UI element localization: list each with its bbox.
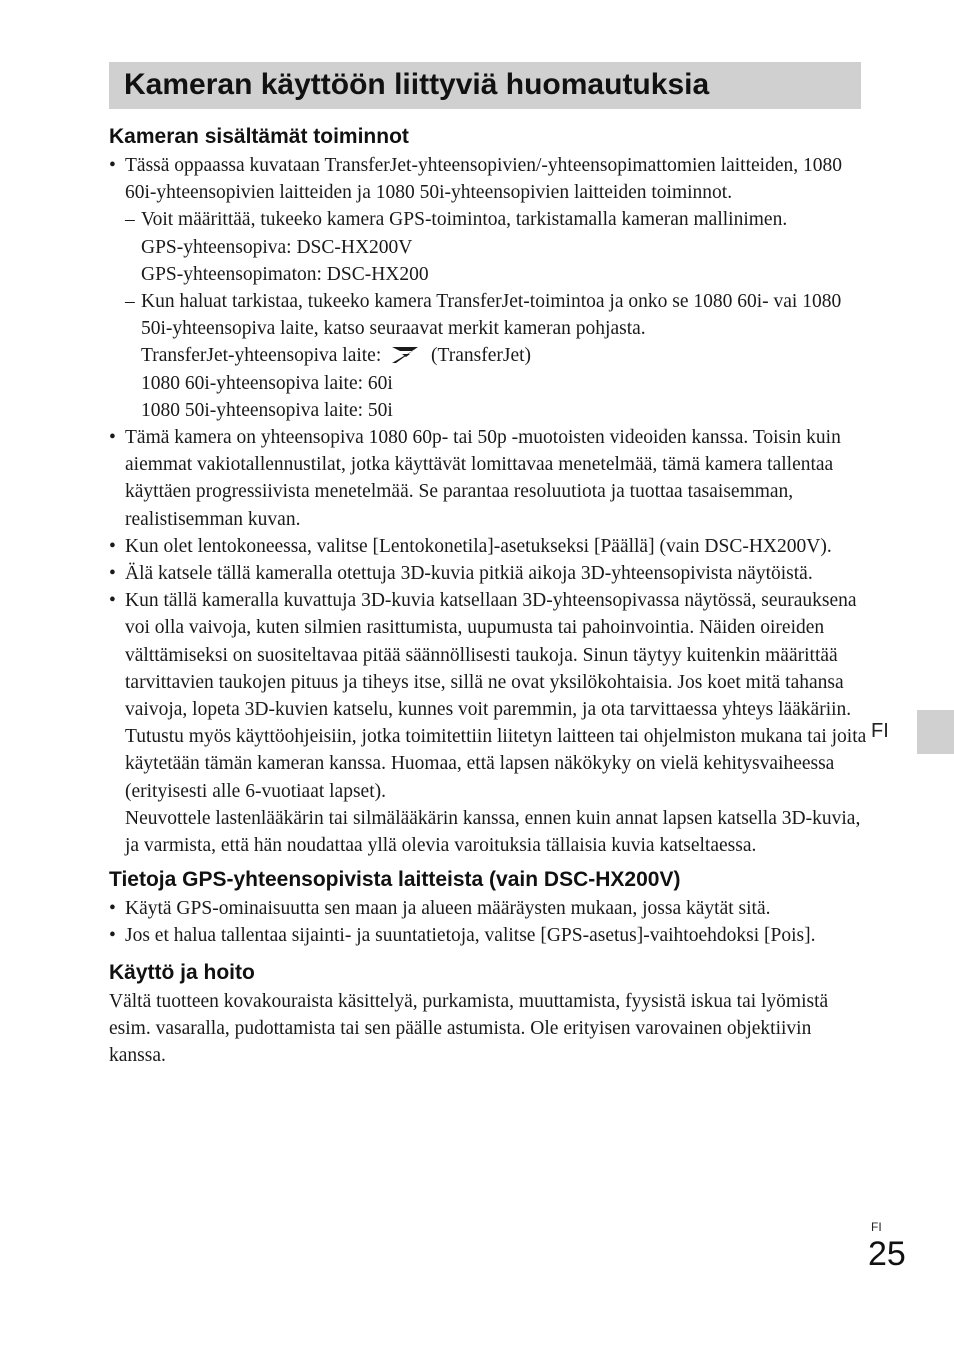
section-heading: Tietoja GPS-yhteensopivista laitteista (vain DSC-HX200V): [109, 868, 681, 892]
page-title: Kameran käyttöön liittyviä huomautuksia: [124, 68, 710, 101]
list-item: [125, 206, 869, 288]
footer-language: FI: [871, 1220, 882, 1234]
gps-compatible-line: GPS-yhteensopiva: DSC-HX200V: [141, 236, 413, 258]
bullet-text: Kun tällä kameralla kuvattuja 3D-kuvia katsellaan 3D-yhteensopivassa näytössä, seurauksena voi olla vaivoja, kuten silmien rasittumista, uupumusta tai pahoinvointia. Näiden oireiden välttämiseksi on suositeltavaa pitää säännöllisesti taukoja. Sinun täytyy kuitenkin määrittää tarvittavien taukojen pituus ja tiheys itse, sillä ne ovat yksilökohtaisia. Jos koet mitä tahansa vaivoja, lopeta 3D-kuvien katselu, kunnes voit paremmin, ja ota tarvittaessa yhteys lääkäriin. Tutustu myös käyttöohjeisiin, jotka toimitettiin liitetyn laitteen tai ohjelmiston mukana tai joita käytetään tämän kameran kanssa. Huomaa, että lapsen näkökyky on vielä kehitysvaiheessa (erityisesti alle 6-vuotiaat lapset).: [125, 590, 867, 802]
side-tab-label: FI: [871, 720, 889, 742]
list-item: • Jos et halua tallentaa sijainti- ja suuntatietoja, valitse [GPS-asetus]-vaihtoehdoksi [Pois].: [109, 922, 869, 949]
section-heading: Kameran sisältämät toiminnot: [109, 125, 409, 148]
transferjet-line: [141, 342, 869, 369]
60i-line: 1080 60i-yhteensopiva laite: 60i: [141, 372, 393, 394]
dash-list: [125, 206, 869, 424]
transferjet-label: TransferJet-yhteensopiva laite:: [141, 345, 382, 367]
50i-line: 1080 50i-yhteensopiva laite: 50i: [141, 399, 393, 421]
list-item: [125, 288, 869, 424]
list-item: • Kun olet lentokoneessa, valitse [Lentokonetila]-asetukseksi [Päällä] (vain DSC-HX200V).: [109, 533, 869, 560]
title-bar: [109, 62, 861, 109]
section-gps: [109, 865, 869, 949]
list-item: • Tämä kamera on yhteensopiva 1080 60p- tai 50p -muotoisten videoiden kanssa. Toisin kuin aiemmat vakiotallennustilat, jotka käyttävät lomittavaa menetelmää, tämä kamera tallentaa käyttäen progressiivista menetelmää. Se parantaa resoluutiota ja tuottaa tasaisemman, realistisemman kuvan.: [109, 424, 869, 533]
gps-incompatible-line: GPS-yhteensopimaton: DSC-HX200: [141, 263, 429, 285]
transferjet-suffix: (TransferJet): [431, 345, 532, 367]
bullet-list: [109, 895, 869, 949]
page-number: 25: [868, 1235, 906, 1273]
list-item: • Käytä GPS-ominaisuutta sen maan ja alueen määräysten mukaan, jossa käytät sitä.: [109, 895, 869, 922]
section-camera-functions: [109, 122, 869, 859]
bullet-extra-text: Neuvottele lastenlääkärin tai silmälääkärin kanssa, ennen kuin annat lapsen katsella 3D-kuvia, ja varmista, että hän noudattaa yllä olevia varoituksia tällaisia kuvia katseltaessa.: [125, 807, 861, 857]
list-item: • Älä katsele tällä kameralla otettuja 3D-kuvia pitkiä aikoja 3D-yhteensopivista näytöistä.: [109, 560, 869, 587]
dash-text: Voit määrittää, tukeeko kamera GPS-toimintoa, tarkistamalla kameran mallinimen.: [141, 209, 788, 231]
bullet-list: [109, 152, 869, 859]
bullet-text: Tässä oppaassa kuvataan TransferJet-yhteensopivien/-yhteensopimattomien laitteiden, 1080 60i-yhteensopivien laitteiden ja 1080 50i-yhteensopivien laitteiden toiminnot.: [125, 155, 842, 204]
section-use-and-care: [109, 958, 869, 1070]
transferjet-icon: [390, 344, 420, 364]
paragraph: Vältä tuotteen kovakouraista käsittelyä, purkamista, muuttamista, fyysistä iskua tai lyömistä esim. vasaralla, pudottamista tai sen päälle astumista. Ole erityisen varovainen objektiivin kanssa.: [109, 990, 829, 1067]
list-item: [109, 587, 869, 859]
side-tab: [917, 710, 954, 754]
page-content: [109, 122, 869, 1069]
list-item: [109, 152, 869, 424]
section-heading: Käyttö ja hoito: [109, 960, 255, 984]
dash-text: Kun haluat tarkistaa, tukeeko kamera TransferJet-toimintoa ja onko se 1080 60i- vai 1080 50i-yhteensopiva laite, katso seuraavat merkit kameran pohjasta.: [141, 291, 842, 340]
